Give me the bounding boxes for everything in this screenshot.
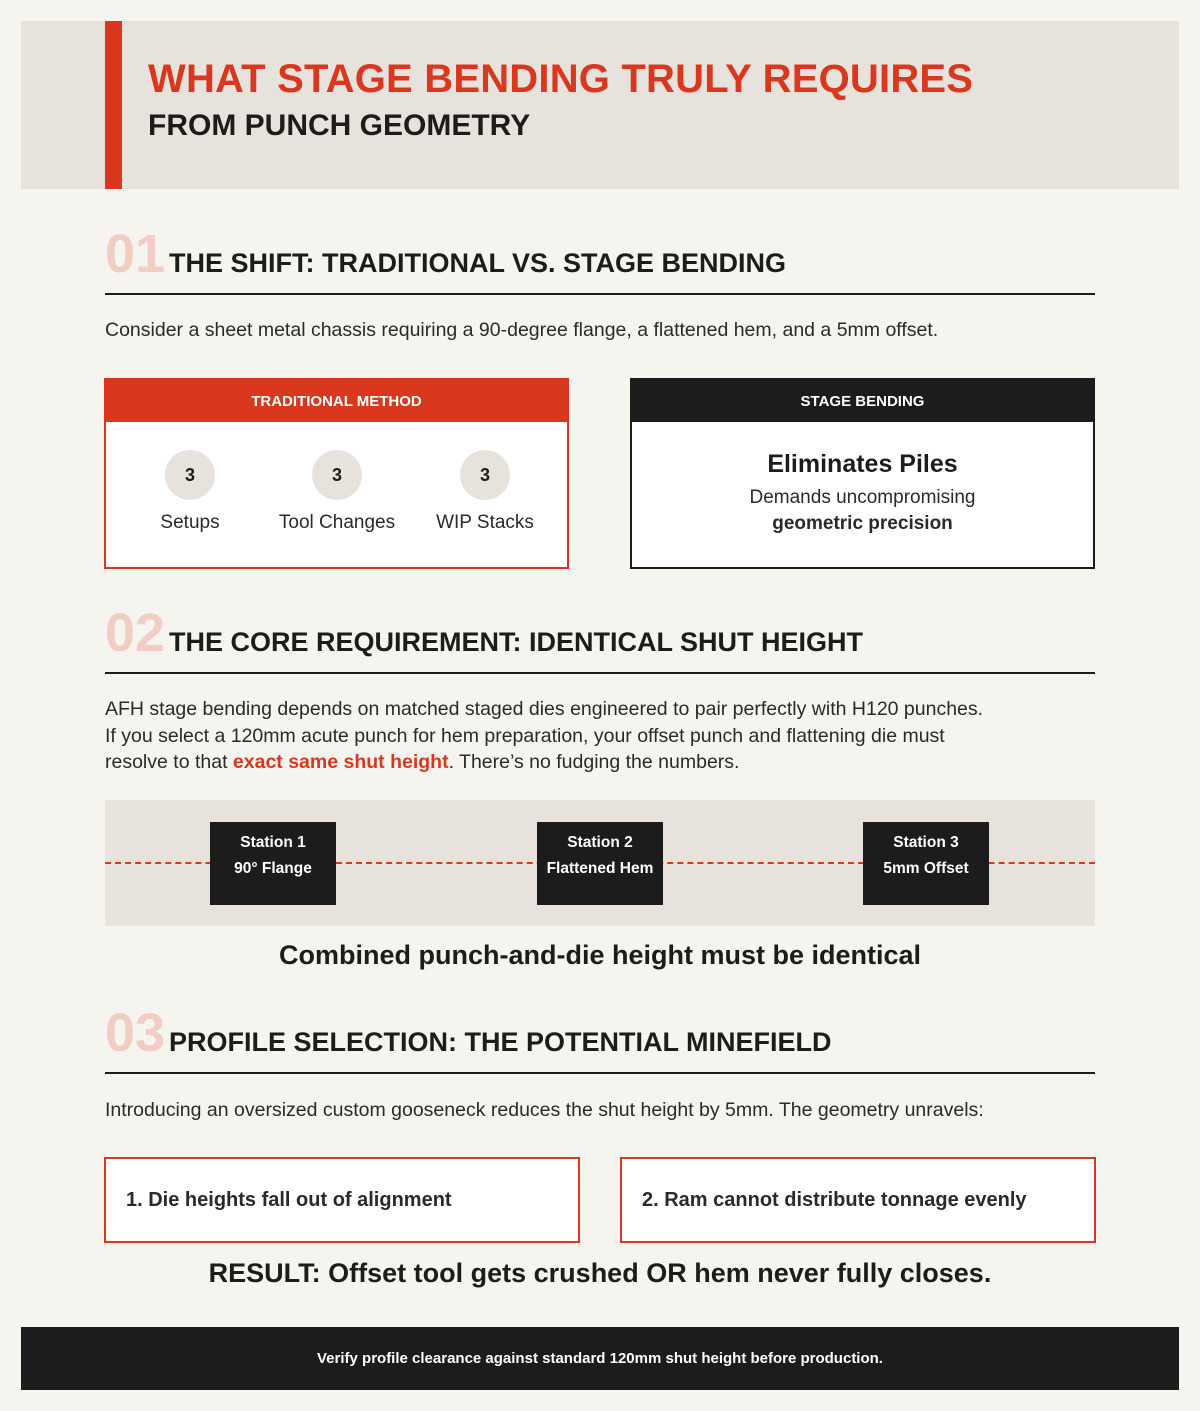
- station-name: Station 2: [567, 834, 633, 851]
- result-statement: RESULT: Offset tool gets crushed OR hem never fully closes.: [208, 1258, 992, 1288]
- issue-card-2: 2. Ram cannot distribute tonnage evenly: [620, 1157, 1096, 1243]
- text-fragment: . There’s no fudging the numbers.: [448, 751, 740, 773]
- station-3-box: [863, 822, 989, 905]
- section-intro-text: Consider a sheet metal chassis requiring a 90-degree flange, a flattened hem, and a 5mm offset.: [105, 319, 939, 341]
- section-intro-text: Introducing an oversized custom gooseneck reduces the shut height by 5mm. The geometry unravels:: [105, 1099, 984, 1121]
- card-header: STAGE BENDING: [632, 380, 1093, 422]
- section-number: 01: [105, 224, 166, 284]
- metric-label: WIP Stacks: [436, 512, 534, 533]
- stage-card-body: [632, 422, 1093, 537]
- metric-value: 3: [165, 450, 215, 500]
- text-line: [105, 749, 1095, 776]
- stage-bending-card: [630, 378, 1095, 569]
- section-heading-02: [105, 603, 1095, 674]
- section-heading-03: [105, 1003, 1095, 1074]
- traditional-method-card: [104, 378, 569, 569]
- section-body-text: [105, 696, 1095, 776]
- section-number: 02: [105, 603, 166, 663]
- section-title: THE CORE REQUIREMENT: IDENTICAL SHUT HEIGHT: [169, 627, 864, 657]
- metric-label: Tool Changes: [278, 512, 396, 533]
- section-number: 03: [105, 1003, 166, 1063]
- metric-label: Setups: [160, 512, 220, 533]
- station-2-box: [537, 822, 663, 905]
- page-title: WHAT STAGE BENDING TRULY REQUIRES: [148, 57, 974, 101]
- footer-note: Verify profile clearance against standard 120mm shut height before production.: [21, 1327, 1179, 1390]
- text-line: If you select a 120mm acute punch for hem preparation, your offset punch and flattening die must: [105, 724, 945, 747]
- section-title: THE SHIFT: TRADITIONAL VS. STAGE BENDING: [169, 248, 787, 278]
- section-title: PROFILE SELECTION: THE POTENTIAL MINEFIELD: [169, 1027, 832, 1057]
- page-subtitle: FROM PUNCH GEOMETRY: [148, 109, 531, 142]
- highlight-text: exact same shut height: [232, 751, 449, 773]
- station-name: Station 1: [240, 834, 306, 851]
- metric-tool-changes: [262, 450, 412, 534]
- metric-value: 3: [460, 450, 510, 500]
- title-banner: [21, 21, 1179, 189]
- text-fragment: resolve to that: [105, 751, 233, 773]
- station-operation: 90° Flange: [234, 860, 312, 877]
- issue-card-1: 1. Die heights fall out of alignment: [104, 1157, 580, 1243]
- stations-caption: Combined punch-and-die height must be identical: [278, 940, 921, 970]
- stations-diagram: [105, 800, 1095, 926]
- stage-card-title: Eliminates Piles: [767, 450, 958, 478]
- metrics-row: [106, 422, 567, 569]
- metric-value: 3: [312, 450, 362, 500]
- station-operation: Flattened Hem: [546, 860, 654, 877]
- accent-bar: [105, 21, 122, 189]
- stage-card-emphasis: geometric precision: [772, 513, 953, 534]
- section-heading-01: [105, 224, 1095, 295]
- metric-setups: [115, 450, 265, 534]
- station-1-box: [210, 822, 336, 905]
- stage-card-description: Demands uncompromising: [749, 487, 976, 508]
- metric-wip-stacks: [410, 450, 560, 534]
- station-operation: 5mm Offset: [883, 860, 969, 877]
- station-name: Station 3: [893, 834, 959, 851]
- text-line: AFH stage bending depends on matched staged dies engineered to pair perfectly with H120 punches.: [105, 698, 984, 720]
- card-header: TRADITIONAL METHOD: [106, 380, 567, 422]
